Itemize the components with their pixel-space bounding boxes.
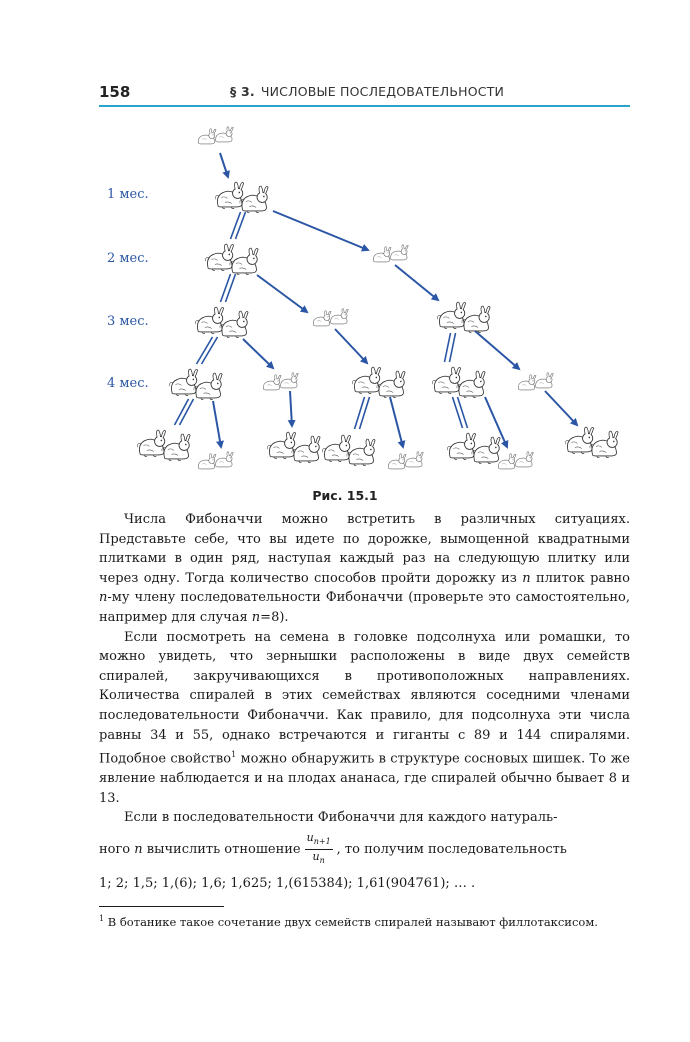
continuation-line [221,274,231,302]
text-run: =8). [260,609,289,625]
young-rabbit-pair [198,452,233,469]
figure-caption: Рис. 15.1 [312,488,378,503]
continuation-line [236,212,246,239]
text-run: u [312,850,320,864]
footnote [99,910,630,931]
continuation-line [226,274,236,302]
young-rabbit-pair [498,452,533,469]
body-text [99,510,630,893]
month-label: 2 мес. [107,251,149,266]
ratio-sequence: 1; 2; 1,5; 1,(6); 1,6; 1,625; 1,(615384); 1,61(904761); … . [99,875,476,891]
young-rabbit-pair [373,245,408,262]
mature-rabbit-pair [437,302,490,332]
birth-arrow [220,153,228,177]
mature-rabbit-pair [565,427,618,457]
rabbit-tree-diagram [95,115,635,490]
text-run: вычислить отношение [142,842,301,858]
continuation-line [360,397,370,429]
birth-arrow [213,401,221,447]
birth-arrow [273,211,368,250]
math-variable: n [134,842,143,858]
fraction-numerator [305,831,333,850]
birth-arrow [485,397,507,447]
fraction-line [99,828,630,872]
fraction-denominator [311,850,327,868]
math-variable: n [99,590,108,606]
birth-arrow [475,331,519,369]
paragraph-1 [99,510,630,628]
footnote-rule [99,906,224,907]
continuation-line [231,212,241,239]
young-rabbit-pair [518,373,553,390]
mature-rabbit-pair [137,430,190,460]
mature-rabbit-pair [267,432,320,462]
page-header [99,80,630,108]
running-head [230,84,504,99]
young-rabbit-pair [263,373,298,390]
subscript: n [319,856,325,866]
birth-arrow [390,397,403,447]
fraction-suffix: , то получим последовательность [336,842,567,858]
mature-rabbit-pair [205,244,258,274]
month-label: 3 мес. [107,314,149,329]
rabbit-tree-figure [95,115,635,490]
section-mark: § 3. [230,84,255,99]
text-run: Если посмотреть на семена в головке подсолнуха или ромашки, то можно увидеть, что зернышки расположены в виде двух семейств спиралей, закручивающихся в противоположных направлениях. Количества спиралей в этих семействах являются соседними членами последовательности Фибоначчи. Как правило, для подсолнуха эти числа равны 34 и 55, однако встречаются и гиганты с 89 и 144 спиралями. Подобное свойство [99,629,630,767]
mature-rabbit-pair [215,182,268,212]
text-run: можно обнаружить в структуре сосновых шишек. То же явление наблюдается и на плодах ананаса, где спиралей обычно бывает 8 и 13. [99,751,630,806]
young-rabbit-pair [313,309,348,326]
young-rabbit-pair [388,452,423,469]
text-run: ного [99,842,135,858]
mature-rabbit-pair [195,307,248,337]
mature-rabbit-pair [169,369,222,399]
footnote-text: В ботанике такое сочетание двух семейств спиралей называют филлотаксисом. [104,914,598,929]
mature-rabbit-pair [352,367,405,397]
page-number: 158 [99,83,131,101]
paragraph-3 [99,808,630,828]
text-run: u [306,831,314,845]
text-run: плиток равно [530,570,630,586]
footnote-mark: 1 [99,914,105,923]
subscript: n+1 [313,837,331,847]
text-run: Числа Фибоначчи можно встретить в различных ситуациях. Представьте себе, что вы идете по дорожке, вымощенной квадратными плитками в один ряд, наступая каждый раз на следующую плитку или через одну. Тогда количество способов пройти дорожку из [99,512,630,586]
math-variable: n [251,609,261,625]
young-rabbit-pair [198,127,233,144]
fraction-prefix [99,840,301,860]
month-label: 4 мес. [107,376,149,391]
text-run: -му члену последовательности Фибоначчи (проверьте это самостоятельно, например для случая [99,590,630,625]
continuation-line [453,397,463,428]
paragraph-2 [99,628,630,809]
birth-arrow [290,391,292,426]
header-rule [99,105,630,107]
section-title: ЧИСЛОВЫЕ ПОСЛЕДОВАТЕЛЬНОСТИ [260,84,505,99]
mature-rabbit-pair [447,433,500,463]
footnote-ref: 1 [231,750,237,760]
mature-rabbit-pair [322,435,375,465]
month-label: 1 мес. [107,187,149,202]
math-variable: n [522,570,531,586]
text-run: Если в последовательности Фибоначчи для каждого натураль- [124,810,558,826]
birth-arrow [395,265,438,300]
birth-arrow [257,275,307,312]
continuation-line [355,397,365,429]
ratio-fraction [305,831,333,868]
continuation-line [458,397,468,428]
birth-arrow [243,339,273,368]
birth-arrow [335,329,367,363]
mature-rabbit-pair [432,367,485,397]
birth-arrow [545,391,577,425]
